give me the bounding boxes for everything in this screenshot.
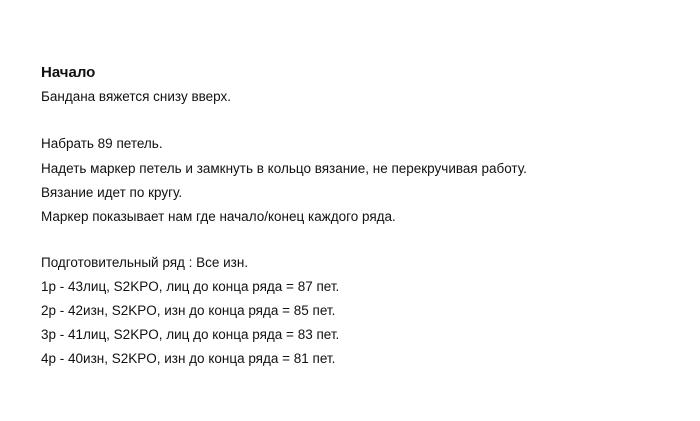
- row-3-line: 3р - 41лиц, S2KPO, лиц до конца ряда = 83 пет.: [41, 327, 340, 342]
- row-2-line: 2р - 42изн, S2KPO, изн до конца ряда = 85 пет.: [41, 303, 336, 318]
- prep-row-line: Подготовительный ряд : Все изн.: [41, 255, 249, 270]
- section-heading: Начало: [41, 64, 96, 81]
- marker-note-line: Маркер показывает нам где начало/конец каждого ряда.: [41, 209, 396, 224]
- intro-text: Бандана вяжется снизу вверх.: [41, 89, 232, 104]
- marker-line: Надеть маркер петель и замкнуть в кольцо вязание, не перекручивая работу.: [41, 161, 527, 176]
- cast-on-line: Набрать 89 петель.: [41, 136, 163, 151]
- row-1-line: 1р - 43лиц, S2KPO, лиц до конца ряда = 87 пет.: [41, 279, 340, 294]
- round-line: Вязание идет по кругу.: [41, 185, 183, 200]
- row-4-line: 4р - 40изн, S2KPO, изн до конца ряда = 81 пет.: [41, 351, 336, 366]
